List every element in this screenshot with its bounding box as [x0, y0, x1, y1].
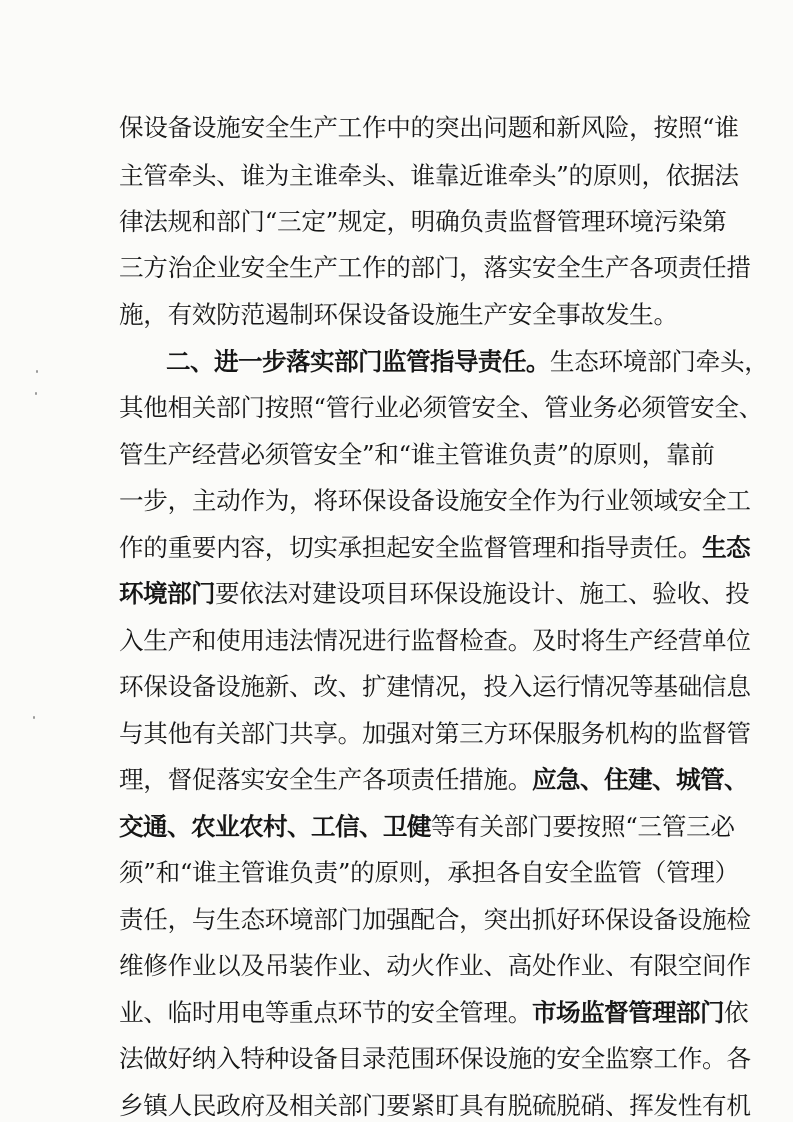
text-line-15: 理，督促落实安全生产各项责任措施。应急、住建、城管、 [119, 765, 748, 794]
scan-speck [33, 716, 35, 719]
text-line-11: 环境部门要依法对建设项目环保设施设计、施工、验收、投 [119, 579, 750, 608]
text-line-16: 交通、农业农村、工信、卫健等有关部门要按照“三管三必 [119, 812, 735, 841]
text-line-13: 环保设备设施新、改、扩建情况，投入运行情况等基础信息 [119, 672, 751, 701]
text-line-18: 责任，与生态环境部门加强配合，突出抓好环保设备设施检 [119, 905, 751, 934]
text-line-7: 其他相关部门按照“管行业必须管安全、管业务必须管安全、 [119, 393, 763, 422]
text-line-2: 主管牵头、谁为主谁牵头、谁靠近谁牵头”的原则，依据法 [119, 161, 739, 190]
text-line-21: 法做好纳入特种设备目录范围环保设施的安全监察工作。各 [119, 1044, 751, 1073]
section-heading: 二、进一步落实部门监管指导责任。 [166, 347, 550, 376]
text-line-20: 业、临时用电等重点环节的安全管理。市场监督管理部门依 [119, 998, 749, 1027]
text-line-3: 律法规和部门“三定”规定，明确负责监督管理环境污染第 [119, 207, 727, 236]
text-line-5: 施，有效防范遏制环保设备设施生产安全事故发生。 [119, 300, 678, 329]
text-line-19: 维修作业以及吊装作业、动火作业、高处作业、有限空间作 [119, 951, 751, 980]
text-line-10: 作的重要内容，切实承担起安全监督管理和指导责任。生态 [119, 533, 751, 562]
text-line-4: 三方治企业安全生产工作的部门，落实安全生产各项责任措 [119, 253, 751, 282]
scan-speck [36, 370, 38, 373]
text-line-12: 入生产和使用违法情况进行监督检查。及时将生产经营单位 [119, 626, 751, 655]
scan-speck [35, 392, 37, 395]
text-line-22: 乡镇人民政府及相关部门要紧盯具有脱硫脱硝、挥发性有机 [119, 1091, 751, 1120]
text-line-14: 与其他有关部门共享。加强对第三方环保服务机构的监督管 [119, 719, 751, 748]
text-line-9: 一步，主动作为，将环保设备设施安全作为行业领域安全工 [119, 486, 751, 515]
text-line-17: 须”和“谁主管谁负责”的原则，承担各自安全监管（管理） [119, 858, 739, 887]
text-line-1: 保设备设施安全生产工作中的突出问题和新风险，按照“谁 [119, 113, 739, 142]
section-heading-line: 二、进一步落实部门监管指导责任。生态环境部门牵头， [166, 347, 769, 376]
text-line-8: 管生产经营必须管安全”和“谁主管谁负责”的原则，靠前 [119, 440, 715, 469]
